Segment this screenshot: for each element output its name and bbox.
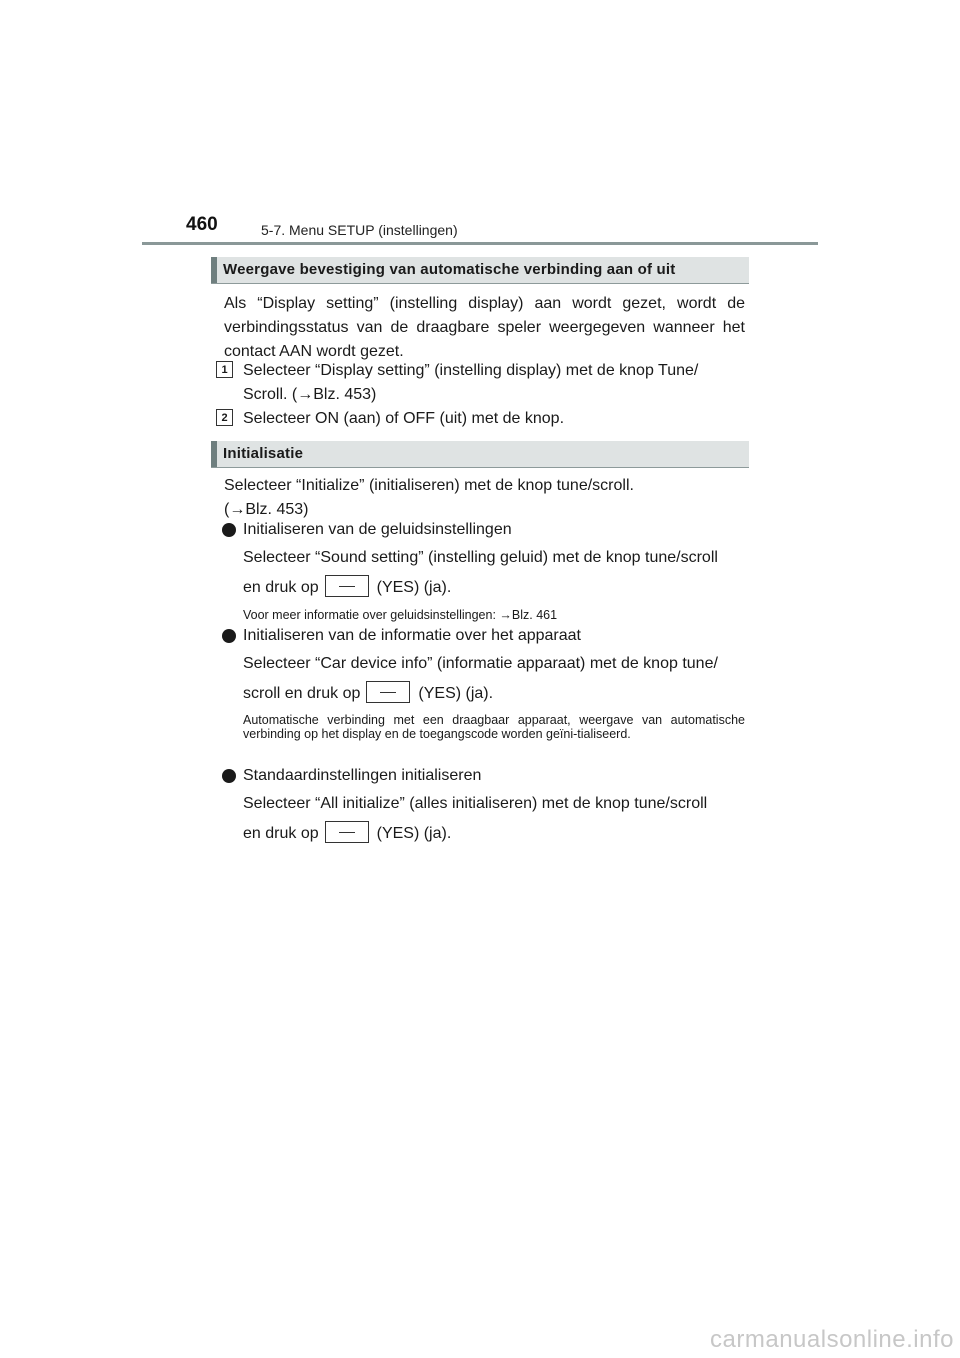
- initialize-intro-line1: Selecteer “Initialize” (initialiseren) met de knop tune/scroll.: [224, 477, 634, 494]
- item-note: Automatische verbinding met een draagbaar apparaat, weergave van automatische verbinding op het display en de toegangscode worden geïni-tialiseerd.: [243, 713, 745, 741]
- item-line: en druk op (YES) (ja).: [243, 576, 745, 600]
- item-title: Initialiseren van de geluidsinstellingen: [243, 521, 512, 538]
- bullet-icon: [222, 629, 236, 643]
- watermark: carmanualsonline.info: [710, 1326, 954, 1353]
- step-2-text: Selecteer ON (aan) of OFF (uit) met de knop.: [243, 410, 565, 427]
- arrow-icon: →: [297, 386, 314, 403]
- item-line: Selecteer “Sound setting” (instelling geluid) met de knop tune/scroll: [243, 549, 718, 566]
- section-heading-auto-connect: [211, 257, 749, 284]
- knob-button-icon: [325, 821, 369, 843]
- step-1-line1: Selecteer “Display setting” (instelling display) met de knop Tune/: [243, 362, 699, 379]
- item-line: scroll en druk op (YES) (ja).: [243, 682, 745, 706]
- item-line: Selecteer “All initialize” (alles initialiseren) met de knop tune/scroll: [243, 795, 708, 812]
- item-title: Initialiseren van de informatie over het apparaat: [243, 627, 581, 644]
- bullet-icon: [222, 523, 236, 537]
- section-heading-text: Initialisatie: [223, 445, 304, 462]
- step-1-text: [243, 359, 745, 407]
- knob-button-icon: [325, 575, 369, 597]
- item-line: en druk op (YES) (ja).: [243, 822, 745, 846]
- initialize-intro: [224, 474, 745, 522]
- intro-paragraph: Als “Display setting” (instelling display) aan wordt gezet, wordt de verbindingsstatus van de draagbare speler weergegeven wanneer het contact AAN wordt gezet.: [224, 295, 745, 360]
- item-note: Voor meer informatie over geluidsinstellingen: →Blz. 461: [243, 608, 558, 622]
- arrow-icon: →: [499, 608, 512, 622]
- item-title: Standaardinstellingen initialiseren: [243, 767, 482, 784]
- arrow-icon: →: [229, 501, 246, 518]
- step-number-1: 1: [216, 361, 233, 378]
- knob-button-icon: [366, 681, 410, 703]
- step-1-line2: Scroll. (→Blz. 453): [243, 386, 377, 403]
- item-line: Selecteer “Car device info” (informatie apparaat) met de knop tune/: [243, 655, 718, 672]
- section-heading-initialize: [211, 441, 749, 468]
- bullet-icon: [222, 769, 236, 783]
- section-heading-text: Weergave bevestiging van automatische verbinding aan of uit: [223, 261, 676, 278]
- header-rule: [142, 242, 818, 245]
- initialize-intro-line2: (→Blz. 453): [224, 501, 309, 518]
- section-label: 5-7. Menu SETUP (instellingen): [261, 222, 458, 238]
- page-number: 460: [186, 214, 218, 235]
- step-number-2: 2: [216, 409, 233, 426]
